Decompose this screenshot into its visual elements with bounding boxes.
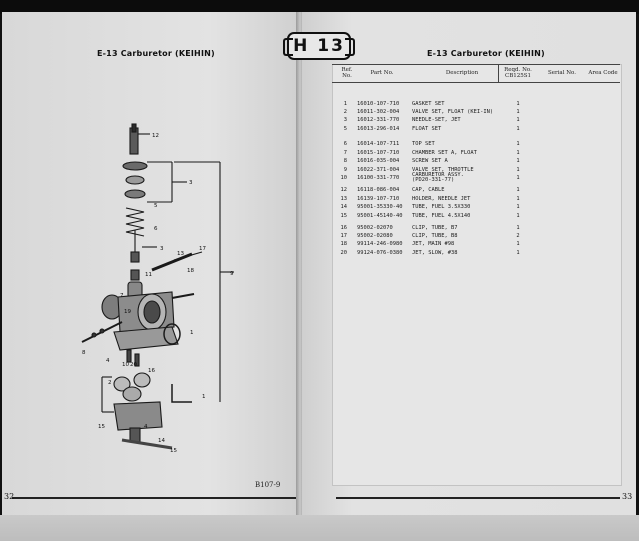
col-ref-header: Ref. No. bbox=[341, 67, 353, 79]
ref-cell: 9 bbox=[343, 167, 347, 173]
description-cell: CARBURETOR ASSY. (PD20-331-77) bbox=[412, 172, 464, 183]
callout-number: 1 bbox=[190, 330, 194, 336]
ref-cell: 13 bbox=[340, 196, 347, 202]
description-cell: GASKET SET bbox=[412, 101, 445, 107]
part-no-cell: 95002-02080 bbox=[357, 233, 393, 239]
col-serial-header: Serial No. bbox=[548, 70, 576, 76]
description-cell: TUBE, FUEL 4.5X140 bbox=[412, 213, 471, 219]
table-row bbox=[302, 240, 636, 248]
callout-number: 12 bbox=[152, 133, 159, 139]
col-area-header: Area Code bbox=[588, 70, 618, 76]
qty-cell: 1 bbox=[516, 213, 520, 219]
part-no-cell: 16015-107-710 bbox=[357, 150, 400, 156]
right-page bbox=[302, 12, 636, 520]
left-page-header: E-13 Carburetor (KEIHIN) bbox=[97, 49, 215, 58]
right-footer-rule bbox=[336, 497, 620, 499]
description-cell: TOP SET bbox=[412, 141, 435, 147]
ref-cell: 15 bbox=[340, 213, 347, 219]
ref-cell: 12 bbox=[340, 187, 347, 193]
callout-number: 18 bbox=[187, 268, 194, 274]
qty-cell: 1 bbox=[516, 167, 520, 173]
callout-number: 8 bbox=[82, 350, 86, 356]
callout-number: 20 bbox=[130, 362, 137, 368]
callout-number: 3 bbox=[160, 246, 164, 252]
left-footer-rule bbox=[12, 497, 296, 499]
table-row bbox=[302, 157, 636, 165]
qty-cell: 1 bbox=[516, 101, 520, 107]
part-no-cell: 95001-45140-40 bbox=[357, 213, 403, 219]
section-badge: H 13 bbox=[287, 32, 351, 60]
ref-cell: 10 bbox=[340, 175, 347, 181]
description-cell: JET, SLOW, #38 bbox=[412, 250, 458, 256]
col-part-header: Part No. bbox=[370, 70, 394, 76]
ref-cell: 2 bbox=[343, 109, 347, 115]
callout-number: 3 bbox=[189, 180, 193, 186]
callout-number: 1 bbox=[202, 394, 206, 400]
ref-cell: 17 bbox=[340, 233, 347, 239]
part-no-cell: 95002-02070 bbox=[357, 225, 393, 231]
table-row bbox=[302, 108, 636, 116]
ref-cell: 14 bbox=[340, 204, 347, 210]
callout-number: 6 bbox=[154, 226, 158, 232]
part-no-cell: 16139-107-710 bbox=[357, 196, 400, 202]
description-cell: NEEDLE-SET, JET bbox=[412, 117, 461, 123]
table-row bbox=[302, 224, 636, 232]
qty-cell: 1 bbox=[516, 241, 520, 247]
callout-number: 19 bbox=[124, 309, 131, 315]
callout-number: 15 bbox=[98, 424, 105, 430]
callout-number: 4 bbox=[144, 424, 148, 430]
col-description-header: Description bbox=[445, 70, 479, 76]
qty-cell: 1 bbox=[516, 225, 520, 231]
qty-cell: 1 bbox=[516, 117, 520, 123]
part-no-cell: 16016-035-004 bbox=[357, 158, 400, 164]
callout-number: 14 bbox=[158, 438, 165, 444]
table-row bbox=[302, 140, 636, 148]
qty-cell: 1 bbox=[516, 204, 520, 210]
part-no-cell: 99124-076-0380 bbox=[357, 250, 403, 256]
table-row bbox=[302, 125, 636, 133]
part-no-cell: 16013-296-014 bbox=[357, 126, 400, 132]
ref-cell: 7 bbox=[343, 150, 347, 156]
part-no-cell: 16012-331-770 bbox=[357, 117, 400, 123]
ref-cell: 5 bbox=[343, 126, 347, 132]
callout-number: 15 bbox=[170, 448, 177, 452]
table-row bbox=[302, 203, 636, 211]
table-row bbox=[302, 186, 636, 194]
description-cell: VALVE SET, THROTTLE bbox=[412, 167, 474, 173]
callout-number: 11 bbox=[145, 272, 152, 278]
description-cell: CHAMBER SET A, FLOAT bbox=[412, 150, 477, 156]
description-cell: CLIP, TUBE, B7 bbox=[412, 225, 458, 231]
qty-cell: 1 bbox=[516, 141, 520, 147]
ref-cell: 18 bbox=[340, 241, 347, 247]
book-spread bbox=[2, 12, 636, 520]
table-header-rule bbox=[332, 82, 620, 83]
qty-cell: 1 bbox=[516, 187, 520, 193]
ref-cell: 6 bbox=[343, 141, 347, 147]
right-page-header: E-13 Carburetor (KEIHIN) bbox=[427, 49, 545, 58]
qty-cell: 1 bbox=[516, 126, 520, 132]
part-no-cell: 16022-371-004 bbox=[357, 167, 400, 173]
table-row bbox=[302, 249, 636, 257]
table-row bbox=[302, 116, 636, 124]
qty-cell: 1 bbox=[516, 250, 520, 256]
qty-cell: 1 bbox=[516, 109, 520, 115]
description-cell: CAP, CABLE bbox=[412, 187, 445, 193]
callout-number: 2 bbox=[108, 380, 112, 386]
part-no-cell: 16100-331-770 bbox=[357, 175, 400, 181]
table-row bbox=[302, 195, 636, 203]
callout-number: 10 bbox=[122, 362, 129, 368]
figure-code: B107-9 bbox=[255, 481, 281, 489]
col-reqd-header: Reqd. No. CB125S1 bbox=[504, 67, 532, 79]
col-divider bbox=[498, 64, 499, 82]
part-no-cell: 16118-086-004 bbox=[357, 187, 400, 193]
description-cell: VALVE SET, FLOAT (KEI-IN) bbox=[412, 109, 494, 115]
callout-number: 16 bbox=[148, 368, 155, 374]
callout-number: 13 bbox=[177, 251, 184, 257]
ref-cell: 20 bbox=[340, 250, 347, 256]
table-row bbox=[302, 149, 636, 157]
ref-cell: 1 bbox=[343, 101, 347, 107]
qty-cell: 1 bbox=[516, 196, 520, 202]
qty-cell: 1 bbox=[516, 175, 520, 181]
qty-cell: 1 bbox=[516, 158, 520, 164]
table-row bbox=[302, 100, 636, 108]
carburetor-exploded-diagram bbox=[2, 122, 298, 452]
ref-cell: 16 bbox=[340, 225, 347, 231]
description-cell: CLIP, TUBE, B8 bbox=[412, 233, 458, 239]
qty-cell: 2 bbox=[516, 233, 520, 239]
callout-number: 9 bbox=[230, 271, 234, 277]
ref-cell: 8 bbox=[343, 158, 347, 164]
table-row bbox=[302, 212, 636, 220]
left-page-number: 32 bbox=[4, 492, 15, 501]
part-no-cell: 16010-107-710 bbox=[357, 101, 400, 107]
part-no-cell: 16011-302-004 bbox=[357, 109, 400, 115]
description-cell: SCREW SET A bbox=[412, 158, 448, 164]
part-no-cell: 95001-35330-40 bbox=[357, 204, 403, 210]
description-cell: FLOAT SET bbox=[412, 126, 442, 132]
ref-cell: 3 bbox=[343, 117, 347, 123]
description-cell: HOLDER, NEEDLE JET bbox=[412, 196, 471, 202]
right-page-number: 33 bbox=[622, 492, 633, 501]
part-no-cell: 99114-246-0980 bbox=[357, 241, 403, 247]
left-page bbox=[2, 12, 298, 520]
part-no-cell: 16014-107-711 bbox=[357, 141, 400, 147]
callout-number: 5 bbox=[154, 203, 158, 209]
table-row bbox=[302, 166, 636, 174]
table-top-rule bbox=[332, 64, 620, 65]
scan-border-bottom bbox=[0, 515, 639, 541]
description-cell: JET, MAIN #98 bbox=[412, 241, 455, 247]
table-row bbox=[302, 174, 636, 182]
table-row bbox=[302, 232, 636, 240]
callout-number: 4 bbox=[106, 358, 110, 364]
callout-number: 17 bbox=[199, 246, 206, 252]
callout-number: 7 bbox=[120, 293, 124, 299]
qty-cell: 1 bbox=[516, 150, 520, 156]
description-cell: TUBE, FUEL 3.5X330 bbox=[412, 204, 471, 210]
